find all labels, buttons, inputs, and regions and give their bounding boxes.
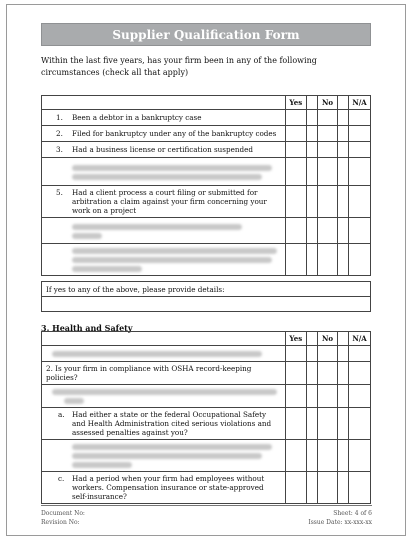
footer-right [308, 509, 372, 527]
question-cell: 3. Had a business license or certification suspended [42, 142, 286, 158]
no-checkbox[interactable] [317, 346, 338, 362]
yes-checkbox[interactable] [285, 244, 306, 276]
table-row [42, 346, 371, 362]
blurred-question-cell [42, 346, 286, 362]
table-row [42, 440, 371, 472]
page-footer [41, 505, 372, 526]
na-checkbox[interactable] [349, 186, 371, 218]
yes-checkbox[interactable] [285, 472, 306, 504]
no-checkbox[interactable] [317, 142, 338, 158]
question-cell: 1. Been a debtor in a bankruptcy case [42, 110, 286, 126]
details-prompt: If yes to any of the above, please provide details: [42, 282, 371, 297]
yes-checkbox[interactable] [285, 408, 306, 440]
table-row [42, 186, 371, 218]
question-cell: 2. Filed for bankruptcy under any of the bankruptcy codes [42, 126, 286, 142]
yes-checkbox[interactable] [285, 385, 306, 408]
table-row [42, 142, 371, 158]
yes-checkbox[interactable] [285, 440, 306, 472]
question-cell: c. Had a period when your firm had employees without workers. Compensation insurance or state-approved self-insurance? [42, 472, 286, 504]
table-row [42, 218, 371, 244]
spacer-col [338, 332, 349, 346]
sheet-number: Sheet: 4 of 6 [333, 510, 372, 517]
form-title: Supplier Qualification Form [41, 23, 371, 46]
spacer-col [306, 96, 317, 110]
document-number: Document No: [41, 510, 85, 517]
yes-checkbox[interactable] [285, 158, 306, 186]
issue-date: Issue Date: xx-xxx-xx [308, 519, 372, 526]
yes-header: Yes [285, 332, 306, 346]
footer-left [41, 509, 85, 527]
na-checkbox[interactable] [349, 440, 371, 472]
no-checkbox[interactable] [317, 186, 338, 218]
no-checkbox[interactable] [317, 218, 338, 244]
table-row [42, 158, 371, 186]
no-header: No [317, 96, 338, 110]
na-checkbox[interactable] [349, 142, 371, 158]
na-checkbox[interactable] [349, 158, 371, 186]
na-checkbox[interactable] [349, 126, 371, 142]
yes-checkbox[interactable] [285, 346, 306, 362]
question-cell: 2. Is your firm in compliance with OSHA record-keeping policies? [42, 362, 286, 385]
question-cell: 5. Had a client process a court filing or submitted for arbitration a claim against your firm concerning your work on a project [42, 186, 286, 218]
na-checkbox[interactable] [349, 385, 371, 408]
table-row [42, 244, 371, 276]
na-checkbox[interactable] [349, 362, 371, 385]
yes-checkbox[interactable] [285, 218, 306, 244]
no-checkbox[interactable] [317, 440, 338, 472]
yes-checkbox[interactable] [285, 126, 306, 142]
details-table [41, 281, 371, 312]
no-checkbox[interactable] [317, 408, 338, 440]
no-checkbox[interactable] [317, 472, 338, 504]
na-header: N/A [349, 96, 371, 110]
yes-checkbox[interactable] [285, 186, 306, 218]
table-row [42, 472, 371, 504]
blurred-question-cell [42, 218, 286, 244]
no-checkbox[interactable] [317, 362, 338, 385]
na-checkbox[interactable] [349, 244, 371, 276]
section-heading: 3. Health and Safety [41, 323, 133, 333]
question-cell: a. Had either a state or the federal Occupational Safety and Health Administration cited serious violations and assessed penalties against you? [42, 408, 286, 440]
blurred-question-cell [42, 440, 286, 472]
spacer-col [306, 332, 317, 346]
health-safety-table [41, 331, 371, 504]
no-checkbox[interactable] [317, 244, 338, 276]
question-header [42, 96, 286, 110]
yes-checkbox[interactable] [285, 110, 306, 126]
na-checkbox[interactable] [349, 346, 371, 362]
table-row [42, 385, 371, 408]
yes-checkbox[interactable] [285, 142, 306, 158]
question-header [42, 332, 286, 346]
na-checkbox[interactable] [349, 110, 371, 126]
table-row [42, 408, 371, 440]
blurred-question-cell [42, 385, 286, 408]
no-checkbox[interactable] [317, 126, 338, 142]
no-checkbox[interactable] [317, 385, 338, 408]
circumstances-table [41, 95, 371, 276]
table-row [42, 362, 371, 385]
no-header: No [317, 332, 338, 346]
details-input[interactable] [42, 297, 371, 312]
table-row [42, 126, 371, 142]
yes-checkbox[interactable] [285, 362, 306, 385]
revision-number: Revision No: [41, 519, 80, 526]
na-checkbox[interactable] [349, 408, 371, 440]
na-checkbox[interactable] [349, 472, 371, 504]
intro-text: Within the last five years, has your firm been in any of the following circumstances (check all that apply) [41, 56, 317, 77]
table-row [42, 110, 371, 126]
yes-header: Yes [285, 96, 306, 110]
na-header: N/A [349, 332, 371, 346]
spacer-col [338, 96, 349, 110]
blurred-question-cell [42, 244, 286, 276]
no-checkbox[interactable] [317, 158, 338, 186]
na-checkbox[interactable] [349, 218, 371, 244]
blurred-question-cell [42, 158, 286, 186]
no-checkbox[interactable] [317, 110, 338, 126]
